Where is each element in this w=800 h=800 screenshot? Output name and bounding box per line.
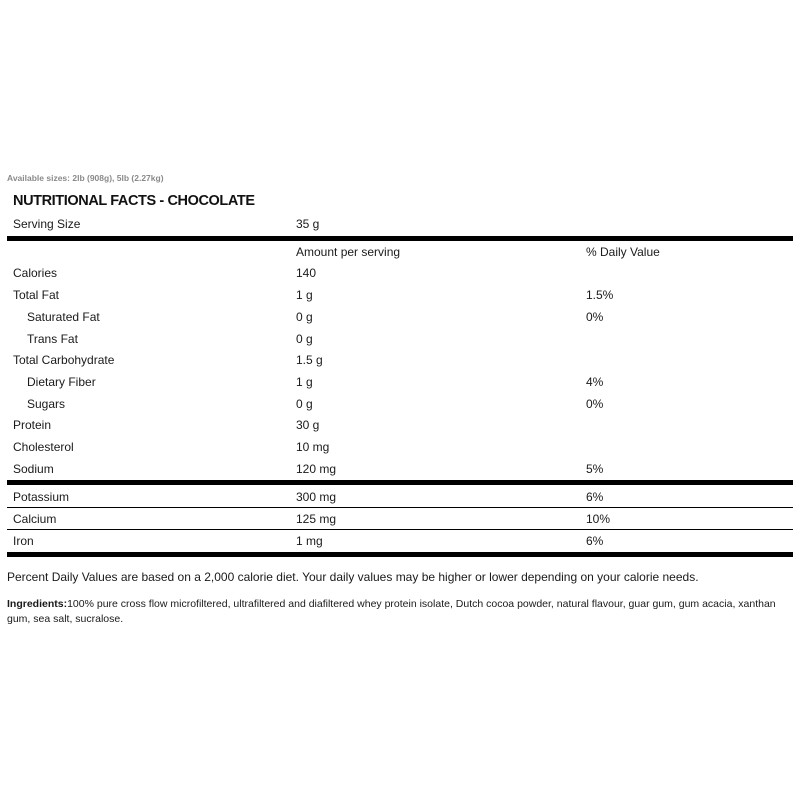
mineral-amount: 1 mg — [296, 534, 323, 548]
serving-size-label: Serving Size — [13, 217, 81, 231]
nutrient-amount: 0 g — [296, 310, 313, 324]
nutrient-daily: 0% — [586, 397, 604, 411]
nutrient-name: Saturated Fat — [27, 310, 100, 324]
nutrient-row — [7, 458, 793, 479]
mineral-amount: 300 mg — [296, 490, 337, 504]
mineral-row — [7, 508, 793, 529]
nutrient-name: Sugars — [27, 397, 66, 411]
nutrient-daily: 1.5% — [586, 288, 614, 302]
nutrient-amount: 1.5 g — [296, 353, 323, 367]
nutrient-daily: 4% — [586, 375, 604, 389]
nutrient-row — [7, 393, 793, 414]
nutrient-amount: 0 g — [296, 332, 313, 346]
nutrient-amount: 30 g — [296, 418, 320, 432]
ingredients-section — [7, 597, 793, 627]
nutrient-row — [7, 328, 793, 349]
serving-size-value: 35 g — [296, 217, 320, 231]
nutrient-amount: 1 g — [296, 375, 313, 389]
nutrient-row — [7, 306, 793, 327]
serving-size-row — [7, 213, 793, 234]
nutrient-row — [7, 371, 793, 392]
mineral-amount: 125 mg — [296, 512, 337, 526]
nutrient-name: Sodium — [13, 462, 54, 476]
nutrient-amount: 120 mg — [296, 462, 337, 476]
daily-value-footnote: Percent Daily Values are based on a 2,000 calorie diet. Your daily values may be higher or lower depending on your calorie needs. — [7, 570, 699, 584]
nutrient-amount: 1 g — [296, 288, 313, 302]
ingredients-label: Ingredients: — [7, 598, 68, 610]
ingredients-text: 100% pure cross flow microfiltered, ultrafiltered and diafiltered whey protein isolate, Dutch cocoa powder, natural flavour, guar gum, gum acacia, xanthan gum, sea salt, sucralose. — [7, 598, 776, 625]
mineral-daily: 10% — [586, 512, 611, 526]
nutrient-name: Trans Fat — [27, 332, 78, 346]
nutrient-row — [7, 414, 793, 435]
nutrient-amount: 0 g — [296, 397, 313, 411]
nutrient-amount: 140 — [296, 266, 317, 280]
nutrient-amount: 10 mg — [296, 440, 330, 454]
mineral-row — [7, 530, 793, 551]
amount-header: Amount per serving — [296, 245, 401, 259]
nutrient-row — [7, 284, 793, 305]
nutrient-row — [7, 436, 793, 457]
nutrient-daily: 0% — [586, 310, 604, 324]
daily-value-header: % Daily Value — [586, 245, 660, 259]
nutrient-daily: 5% — [586, 462, 604, 476]
thick-divider-middle — [7, 480, 793, 485]
nutrient-name: Total Fat — [13, 288, 60, 302]
mineral-daily: 6% — [586, 490, 604, 504]
column-headers — [7, 241, 793, 262]
nutrient-name: Cholesterol — [13, 440, 74, 454]
mineral-name: Calcium — [13, 512, 57, 526]
thick-divider-bottom — [7, 552, 793, 557]
nutrient-row — [7, 349, 793, 370]
mineral-row — [7, 486, 793, 507]
mineral-name: Iron — [13, 534, 34, 548]
nutrient-row — [7, 262, 793, 283]
nutrient-name: Dietary Fiber — [27, 375, 96, 389]
available-sizes: Available sizes: 2lb (908g), 5lb (2.27kg) — [7, 173, 164, 183]
nutrition-title: NUTRITIONAL FACTS - CHOCOLATE — [13, 193, 255, 209]
mineral-name: Potassium — [13, 490, 70, 504]
nutrient-name: Calories — [13, 266, 58, 280]
nutrient-name: Total Carbohydrate — [13, 353, 115, 367]
mineral-daily: 6% — [586, 534, 604, 548]
nutrient-name: Protein — [13, 418, 52, 432]
